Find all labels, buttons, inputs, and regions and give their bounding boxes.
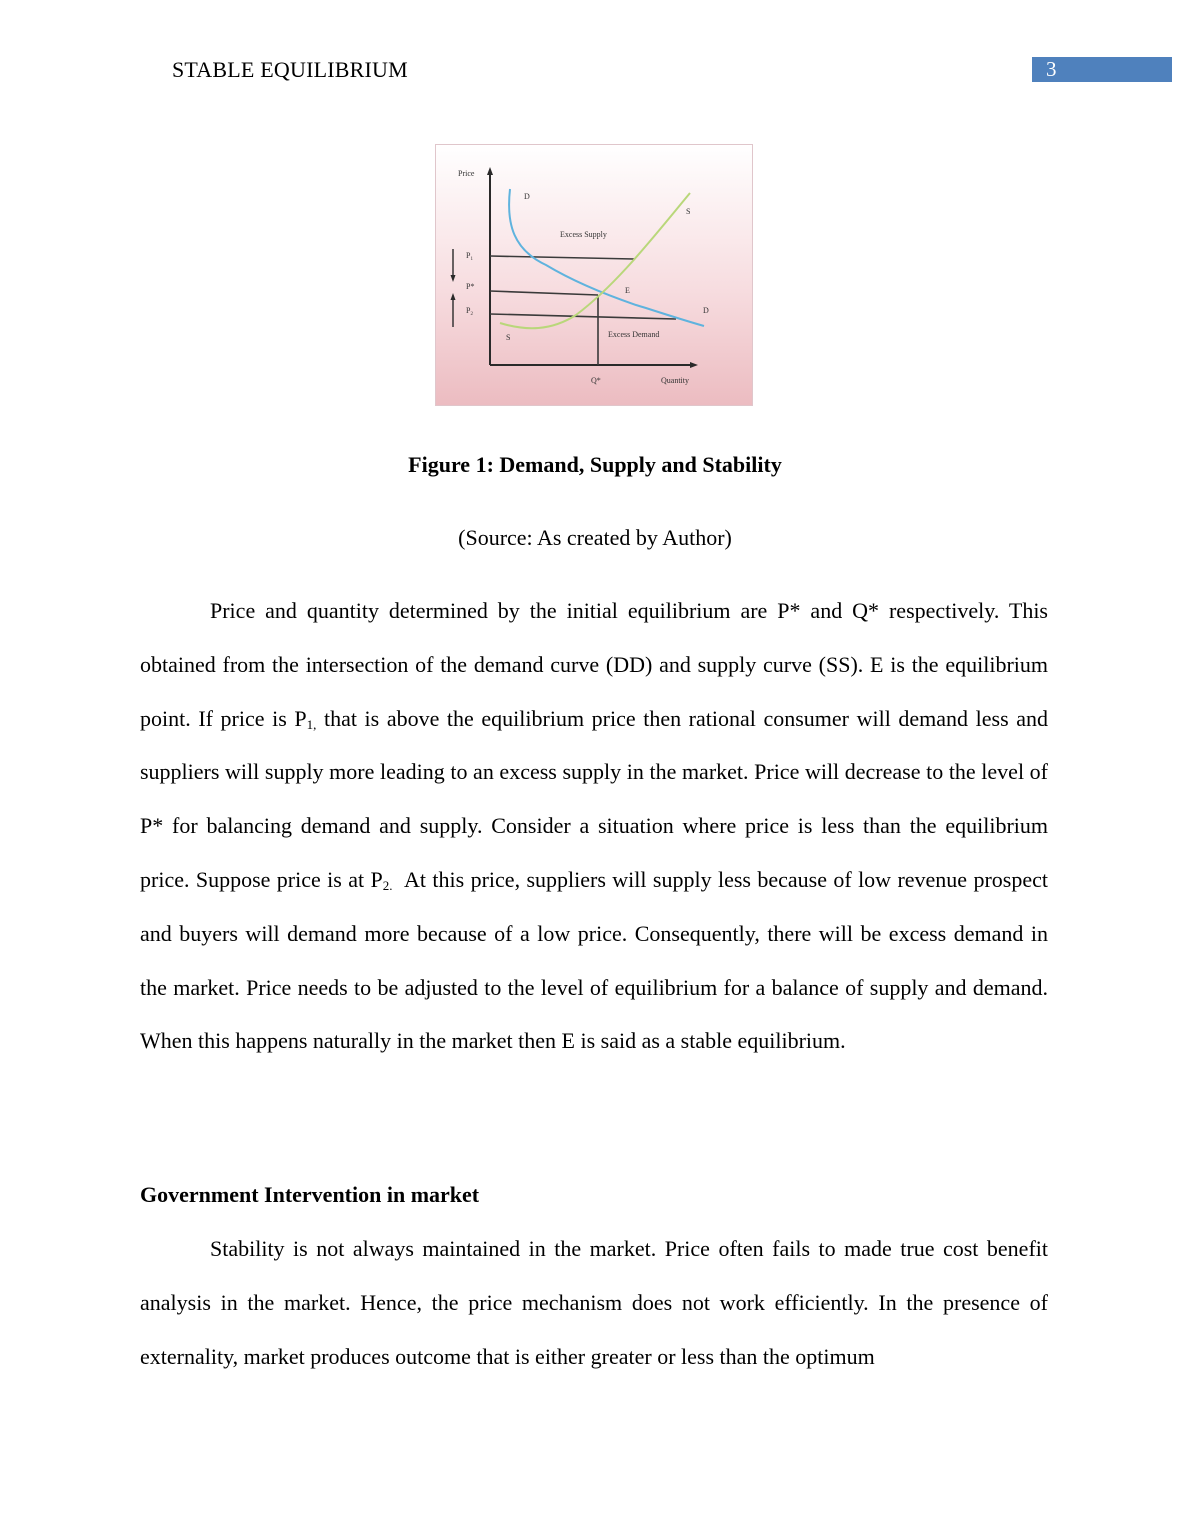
excess-supply-label: Excess Supply <box>560 230 607 239</box>
figure-caption: Figure 1: Demand, Supply and Stability <box>408 452 782 477</box>
pstar-price-line <box>490 291 598 295</box>
up-arrow-head <box>451 293 456 300</box>
body-paragraph-1 <box>140 584 1054 1068</box>
price-axis-arrow <box>487 167 493 175</box>
supply-label-bottom: S <box>506 333 511 342</box>
para2-text: Stability is not always maintained in the market. Price often fails to made true cost benefit analysis in the market. Hence, the price mechanism does not work efficiently. In the presence of externality, market produces outcome that is either greater or less than the optimum <box>140 1236 1048 1369</box>
para1-text-b: that is above the equilibrium price then rational consumer will demand less and suppliers will supply more leading to an excess supply in the market. Price will decrease to the level of P* for balancing demand and supply. Consider a situation where price is less than the equilibrium price. Suppose price is at P <box>140 705 1048 892</box>
page-number-badge: 3 <box>1032 57 1172 82</box>
quantity-axis-arrow <box>690 362 698 368</box>
supply-curve <box>500 193 690 328</box>
equilibrium-e-label: E <box>625 286 630 295</box>
pstar-label: P* <box>466 282 475 291</box>
para1-text-c: At this price, suppliers will supply less because of low revenue prospect and buyers will demand more because of a low price. Consequently, there will be excess demand in the market. Price needs to be adjusted to the level of equilibrium for a balance of supply and demand. When this happens naturally in the market then E is said as a stable equilibrium. <box>140 866 1054 1054</box>
qstar-label: Q* <box>591 376 601 385</box>
para1-subscript-2: 2. <box>382 877 393 893</box>
running-header-title: STABLE EQUILIBRIUM <box>172 57 408 82</box>
figure-source: (Source: As created by Author) <box>458 525 732 550</box>
demand-label-bottom: D <box>703 306 709 315</box>
price-axis-label: Price <box>458 169 475 178</box>
p2-price-line <box>490 314 676 319</box>
para1-subscript-1: 1, <box>306 716 317 732</box>
p1-price-line <box>490 256 634 259</box>
para1-text-a: Price and quantity determined by the initial equilibrium are P* and Q* respectively. This obtained from the intersection of the demand curve (DD) and supply curve (SS). E is the equilibrium point. If price is P <box>140 598 1048 731</box>
demand-supply-figure <box>435 144 753 406</box>
body-paragraph-2 <box>140 1222 1048 1383</box>
demand-supply-diagram <box>436 145 752 405</box>
p2-label: $P_2$ <box>466 306 473 317</box>
section-heading: Government Intervention in market <box>140 1182 480 1207</box>
supply-label-top: S <box>686 207 691 216</box>
p1-label: $P_1$ <box>466 251 473 262</box>
demand-label-top: D <box>524 192 530 201</box>
excess-demand-label: Excess Demand <box>608 330 660 339</box>
quantity-axis-label: Quantity <box>661 376 689 385</box>
down-arrow-head <box>451 275 456 282</box>
